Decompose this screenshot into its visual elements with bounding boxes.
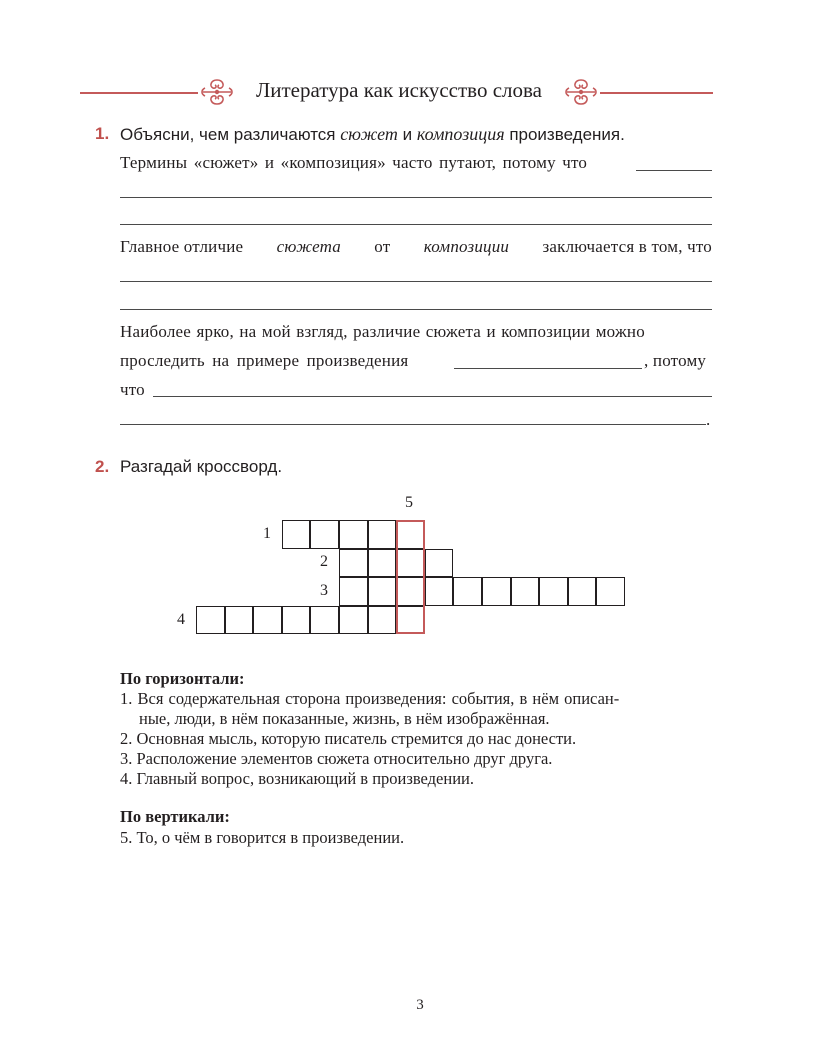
crossword-cell-4-7[interactable] <box>368 606 397 635</box>
header-rule-left <box>80 92 198 94</box>
crossword-keyword-column <box>396 520 425 634</box>
clue-across: 3. Расположение элементов сюжета относительно друг друга. <box>120 749 553 768</box>
crossword-number: 4 <box>177 611 185 628</box>
crossword-cell-1-4[interactable] <box>368 520 397 549</box>
crossword-cell-4-4[interactable] <box>282 606 311 635</box>
answer-line[interactable] <box>120 197 712 198</box>
prompt-text: проследить на примере произведения <box>120 351 409 370</box>
answer-line[interactable] <box>120 424 706 425</box>
crossword-cell-3-6[interactable] <box>482 577 511 606</box>
term-composition: композиция <box>416 124 505 144</box>
task-heading: Разгадай кроссворд. <box>120 457 283 476</box>
clue-across: ные, люди, в нём показанные, жизнь, в нём изображённая. <box>139 709 550 728</box>
crossword-number: 5 <box>405 494 413 511</box>
across-heading: По горизонтали: <box>120 669 245 688</box>
prompt-text: Наиболее ярко, на мой взгляд, различие сюжета и композиции можно <box>120 322 645 341</box>
answer-line[interactable] <box>454 368 642 369</box>
header-rule-right <box>600 92 713 94</box>
crossword-cell-2-4[interactable] <box>425 549 454 578</box>
answer-line[interactable] <box>120 309 712 310</box>
answer-line[interactable] <box>120 224 712 225</box>
term-plot: сюжет <box>340 124 398 144</box>
prompt-text-part: от <box>374 237 391 256</box>
crossword-cell-2-2[interactable] <box>368 549 397 578</box>
task-heading <box>120 124 625 145</box>
crossword-cell-3-2[interactable] <box>368 577 397 606</box>
prompt-text: Термины «сюжет» и «композиция» часто путают, потому что <box>120 153 588 172</box>
prompt-text: что <box>120 380 145 399</box>
crossword-cell-4-1[interactable] <box>196 606 225 635</box>
crossword-number: 1 <box>263 525 271 542</box>
answer-line[interactable] <box>636 170 712 171</box>
page-title: Литература как искусство слова <box>256 78 542 102</box>
answer-line[interactable] <box>120 281 712 282</box>
crossword-cell-3-4[interactable] <box>425 577 454 606</box>
clue-across: 1. Вся содержательная сторона произведения: события, в нём описан- <box>120 689 620 708</box>
prompt-text: . <box>706 410 711 429</box>
floral-ornament-icon <box>199 76 235 108</box>
task-heading-text: произведения. <box>504 125 625 144</box>
prompt-text: , потому <box>644 351 707 370</box>
crossword-cell-4-5[interactable] <box>310 606 339 635</box>
task-heading-text: и <box>397 125 417 144</box>
crossword-cell-3-10[interactable] <box>596 577 625 606</box>
crossword-cell-3-7[interactable] <box>511 577 540 606</box>
term-plot: сюжета <box>276 237 341 256</box>
crossword-cell-4-2[interactable] <box>225 606 254 635</box>
crossword-cell-4-6[interactable] <box>339 606 368 635</box>
crossword-cell-3-8[interactable] <box>539 577 568 606</box>
prompt-text-part: заключается в том, что <box>542 237 712 256</box>
crossword-cell-4-3[interactable] <box>253 606 282 635</box>
crossword-cell-2-1[interactable] <box>339 549 368 578</box>
crossword-cell-3-5[interactable] <box>453 577 482 606</box>
clue-across: 4. Главный вопрос, возникающий в произведении. <box>120 769 475 788</box>
crossword-cell-3-1[interactable] <box>339 577 368 606</box>
prompt-text <box>120 237 712 257</box>
crossword-cell-1-3[interactable] <box>339 520 368 549</box>
task-heading-text: Объясни, чем различаются <box>120 125 341 144</box>
crossword-cell-1-1[interactable] <box>282 520 311 549</box>
crossword-number: 2 <box>320 553 328 570</box>
crossword-cell-1-2[interactable] <box>310 520 339 549</box>
clue-down: 5. То, о чём в говорится в произведении. <box>120 828 405 847</box>
floral-ornament-icon <box>563 76 599 108</box>
answer-line[interactable] <box>153 396 712 397</box>
page-number: 3 <box>416 997 424 1013</box>
down-heading: По вертикали: <box>120 807 230 826</box>
prompt-text-part: Главное отличие <box>120 237 244 256</box>
crossword-number: 3 <box>320 582 328 599</box>
crossword-cell-3-9[interactable] <box>568 577 597 606</box>
task-number: 1. <box>95 124 110 143</box>
task-number: 2. <box>95 457 110 476</box>
clue-across: 2. Основная мысль, которую писатель стремится до нас донести. <box>120 729 577 748</box>
term-composition: композиции <box>423 237 510 256</box>
